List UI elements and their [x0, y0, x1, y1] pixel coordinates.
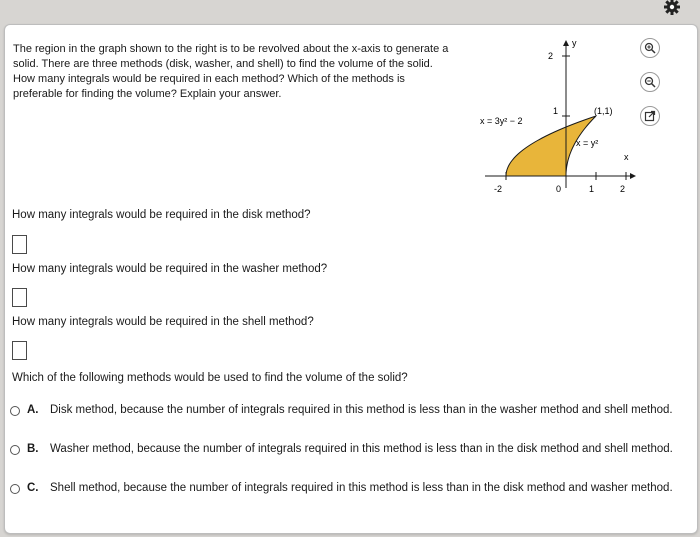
- radio-button[interactable]: [10, 406, 20, 416]
- question-washer: How many integrals would be required in the washer method?: [12, 263, 328, 275]
- y-tick-1: 1: [553, 106, 559, 116]
- question-method: Which of the following methods would be used to find the volume of the solid?: [12, 372, 408, 384]
- choice-a[interactable]: [10, 403, 690, 435]
- zoom-out-icon[interactable]: [640, 72, 660, 92]
- y-axis-label: y: [572, 38, 577, 48]
- curve1-label: x = 3y² − 2: [480, 116, 523, 126]
- x-axis-label: x: [624, 152, 629, 162]
- y-tick-2: 2: [548, 51, 554, 61]
- choice-text: Washer method, because the number of integrals required in this method is less than in the disk method and shell method.: [50, 443, 673, 455]
- radio-button[interactable]: [10, 445, 20, 455]
- choice-letter: A.: [27, 404, 39, 416]
- problem-statement: The region in the graph shown to the right is to be revolved about the x-axis to generate a solid. There are three methods (disk, washer, and shell) to find the volume of the solid. How many integrals would be required in each method? Which of the methods is preferable for finding the volume? Explain your answer.: [13, 43, 449, 100]
- choice-text: Disk method, because the number of integrals required in this method is less than in the washer method and shell method.: [50, 404, 673, 416]
- point-label: (1,1): [594, 106, 613, 116]
- choice-c[interactable]: [10, 481, 690, 513]
- gear-icon[interactable]: [663, 0, 681, 16]
- choice-b[interactable]: [10, 442, 690, 474]
- curve2-label: x = y²: [576, 138, 599, 148]
- choice-letter: B.: [27, 443, 39, 455]
- answer-input-shell[interactable]: [12, 341, 27, 360]
- x-tick-neg2: -2: [494, 184, 503, 194]
- region-graph: [470, 36, 645, 196]
- x-tick-2: 2: [620, 184, 626, 194]
- zoom-in-icon[interactable]: [640, 38, 660, 58]
- choice-letter: C.: [27, 482, 39, 494]
- external-link-icon[interactable]: [640, 106, 660, 126]
- question-disk: How many integrals would be required in the disk method?: [12, 209, 311, 221]
- y-axis-arrow: [563, 40, 569, 46]
- answer-input-disk[interactable]: [12, 235, 27, 254]
- x-tick-1: 1: [589, 184, 595, 194]
- x-axis-arrow: [630, 173, 636, 179]
- question-shell: How many integrals would be required in the shell method?: [12, 316, 314, 328]
- choice-text: Shell method, because the number of integrals required in this method is less than in the disk method and washer method.: [50, 482, 673, 494]
- x-tick-0: 0: [556, 184, 562, 194]
- answer-input-washer[interactable]: [12, 288, 27, 307]
- radio-button[interactable]: [10, 484, 20, 494]
